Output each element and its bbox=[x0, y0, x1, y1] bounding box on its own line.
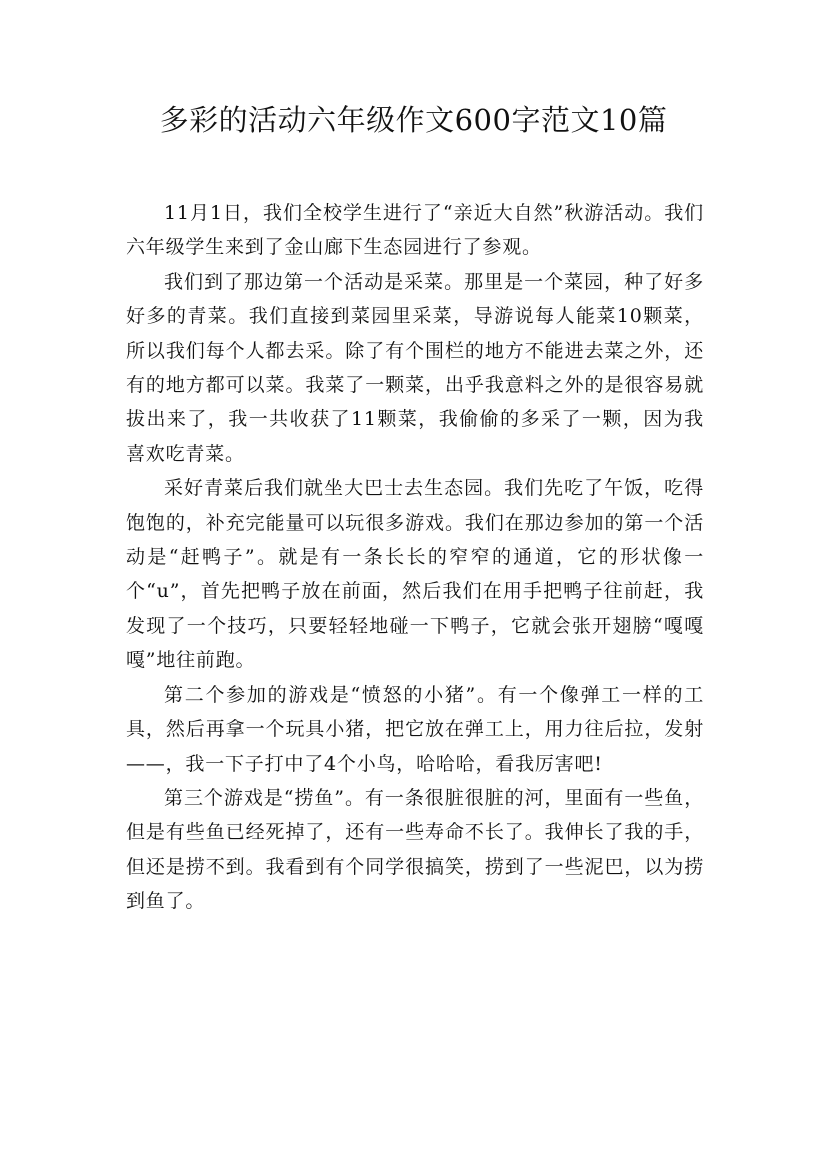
paragraph-1: 11月1日，我们全校学生进行了“亲近大自然”秋游活动。我们六年级学生来到了金山廊下生态园进行了参观。 bbox=[126, 202, 704, 259]
paragraph-5: 第三个游戏是“捞鱼”。有一条很脏很脏的河，里面有一些鱼，但是有些鱼已经死掉了，还有一些寿命不长了。我伸长了我的手，但还是捞不到。我看到有个同学很搞笑，捞到了一些泥巴，以为捞到鱼了。 bbox=[126, 786, 704, 913]
paragraph-4: 第二个参加的游戏是“愤怒的小猪”。有一个像弹工一样的工具，然后再拿一个玩具小猪，把它放在弹工上，用力往后拉，发射——，我一下子打中了4个小鸟，哈哈哈，看我厉害吧! bbox=[126, 683, 704, 775]
document-body bbox=[126, 196, 704, 919]
document-title: 多彩的活动六年级作文600字范文10篇 bbox=[159, 103, 668, 137]
paragraph-3: 采好青菜后我们就坐大巴士去生态园。我们先吃了午饭，吃得饱饱的，补充完能量可以玩很多游戏。我们在那边参加的第一个活动是“赶鸭子”。就是有一条长长的窄窄的通道，它的形状像一个“u”，首先把鸭子放在前面，然后我们在用手把鸭子往前赶，我发现了一个技巧，只要轻轻地碰一下鸭子，它就会张开翅膀“嘎嘎嘎”地往前跑。 bbox=[126, 477, 704, 672]
paragraph-2: 我们到了那边第一个活动是采菜。那里是一个菜园，种了好多好多的青菜。我们直接到菜园里采菜，导游说每人能菜10颗菜，所以我们每个人都去采。除了有个围栏的地方不能进去菜之外，还有的地方都可以菜。我菜了一颗菜，出乎我意料之外的是很容易就拔出来了，我一共收获了11颗菜，我偷偷的多采了一颗，因为我喜欢吃青菜。 bbox=[126, 270, 704, 465]
